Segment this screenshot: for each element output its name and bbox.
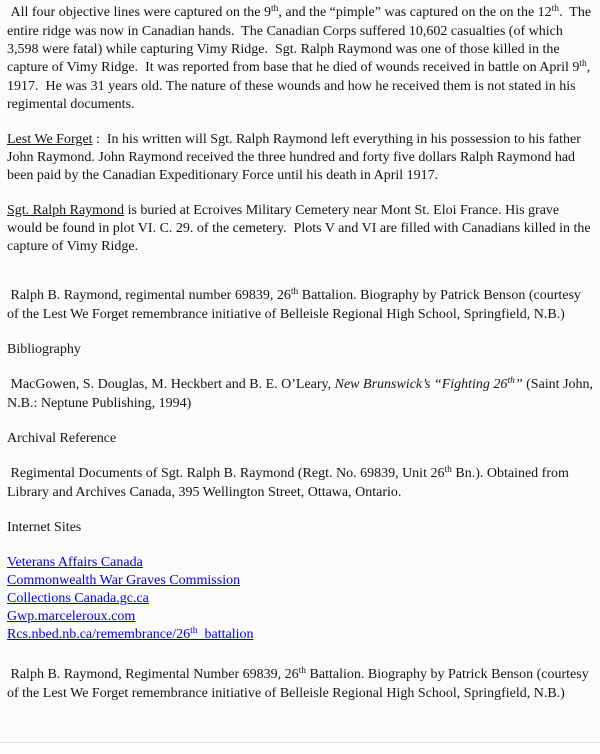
text-run: (Saint John, N.B.: Neptune Publishing, 1994) xyxy=(7,377,597,411)
underlined-text: Lest We Forget xyxy=(7,132,93,147)
text-run: MacGowen, S. Douglas, M. Heckbert and B. E. O’Leary, xyxy=(7,377,335,392)
link-collections-canada xyxy=(7,590,594,608)
text-run: New Brunswick’s “Fighting 26 xyxy=(334,377,508,392)
text-run: Veterans Affairs Canada xyxy=(7,555,143,570)
superscript-text: th xyxy=(290,287,299,297)
text-run: Ralph B. Raymond, Regimental Number 69839, 26 xyxy=(7,667,299,682)
text-run: Regimental Documents of Sgt. Ralph B. Raymond (Regt. No. 69839, Unit 26 xyxy=(7,466,445,481)
superscript-text: th xyxy=(579,59,587,69)
text-run: Collections Canada.gc.ca xyxy=(7,591,149,606)
para-burial xyxy=(7,202,594,256)
text-run: . The entire ridge was now in Canadian hands. The Canadian Corps suffered 10,602 casualties (of which 3,598 were fatal) while capturing Vimy Ridge. Sgt. Ralph Raymond was one of those killed in the capture of Vimy Ridge. It was reported from base that he died of wounds received in battle on April 9 xyxy=(7,5,595,75)
heading-bibliography xyxy=(7,341,594,359)
superscript-text: th xyxy=(298,666,307,676)
text-run: , 1917. He was 31 years old. The nature of these wounds and how he received them is not stated in his regimental documents. xyxy=(7,60,594,112)
text-run: Battalion. Biography by Patrick Benson (courtesy of the Lest We Forget remembrance initiative of Belleisle Regional High School, Springfield, N.B.) xyxy=(7,667,593,701)
superscript-text: th xyxy=(551,4,560,14)
para-vimy-capture xyxy=(7,4,594,114)
text-run: Bibliography xyxy=(7,342,81,357)
para-biography-credit-1 xyxy=(7,287,594,324)
link-collections-canada-anchor[interactable] xyxy=(7,591,149,606)
text-run: Bn.). Obtained from Library and Archives Canada, 395 Wellington Street, Ottawa, Ontario. xyxy=(7,466,573,500)
heading-archival-reference xyxy=(7,430,594,448)
link-rcs-nbed-26th-battalion xyxy=(7,626,594,645)
para-lest-we-forget xyxy=(7,131,594,185)
link-gwp-marceleroux-anchor[interactable] xyxy=(7,609,135,624)
heading-internet-sites xyxy=(7,519,594,537)
superscript-text: th xyxy=(507,376,515,386)
link-commonwealth-war-graves-commission-anchor[interactable] xyxy=(7,573,240,588)
text-run: is buried at Ecroives Military Cemetery near Mont St. Eloi France. His grave would be found in plot VI. C. 29. of the cemetery. Plots V and VI are filled with Canadians killed in the capture of Vimy Ridge. xyxy=(7,203,595,254)
text-run: , and the “pimple” was captured on the on the 12 xyxy=(278,5,552,20)
text-run: All four objective lines were captured on the 9 xyxy=(7,5,271,20)
para-bibliography-entry xyxy=(7,376,597,413)
link-rcs-nbed-26th-battalion-anchor[interactable] xyxy=(7,627,253,642)
para-archival-entry xyxy=(7,465,594,502)
text-run: Ralph B. Raymond, regimental number 69839, 26 xyxy=(7,288,291,303)
link-commonwealth-war-graves-commission xyxy=(7,572,594,590)
link-gwp-marceleroux xyxy=(7,608,594,626)
link-veterans-affairs-canada xyxy=(7,554,594,572)
text-run: Rcs.nbed.nb.ca/remembrance/26 xyxy=(7,627,191,642)
text-run: : In his written will Sgt. Ralph Raymond left everything in his possession to his father John Raymond. John Raymond received the three hundred and forty five dollars Ralph Raymond had been paid by the Canadian Expeditionary Force until his death in April 1917. xyxy=(7,132,585,183)
text-run: Battalion. Biography by Patrick Benson (courtesy of the Lest We Forget remembrance initiative of Belleisle Regional High School, Springfield, N.B.) xyxy=(7,288,585,322)
text-run: ” xyxy=(514,377,523,392)
text-run: Gwp.marceleroux.com xyxy=(7,609,136,624)
link-veterans-affairs-canada-anchor[interactable] xyxy=(7,555,143,570)
superscript-text: th xyxy=(190,626,198,636)
text-run: Archival Reference xyxy=(7,431,117,446)
superscript-text: th xyxy=(444,465,452,475)
text-run: Commonwealth War Graves Commission xyxy=(7,573,241,588)
underlined-text: Sgt. Ralph Raymond xyxy=(7,203,125,218)
text-run: Internet Sites xyxy=(7,520,82,535)
text-run: _battalion xyxy=(197,627,254,642)
para-biography-credit-2 xyxy=(7,666,594,703)
superscript-text: th xyxy=(270,4,279,14)
footer-strip xyxy=(0,743,600,754)
